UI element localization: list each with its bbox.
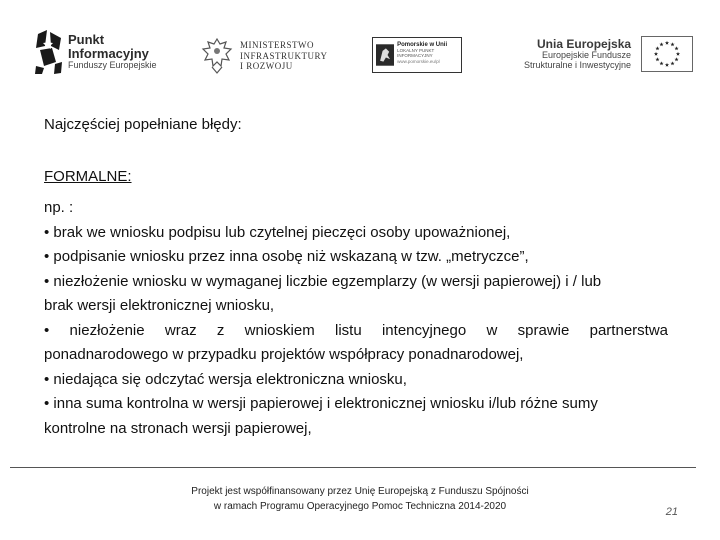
- eu-star-icon: [674, 46, 678, 50]
- punkt-line2: Informacyjny: [68, 45, 149, 61]
- pomorskie-griffin-icon: [376, 42, 394, 68]
- eu-line1: Unia Europejska: [537, 36, 632, 51]
- eu-line3: Strukturalne i Inwestycyjne: [524, 59, 632, 70]
- punkt-line1: Punkt: [68, 32, 105, 48]
- slide-content: [44, 112, 668, 441]
- list-line: ponadnarodowego w przypadku projektów współpracy ponadnarodowej,: [44, 346, 524, 363]
- footer-line2: w ramach Programu Operacyjnego Pomoc Techniczna 2014-2020: [213, 501, 507, 512]
- eu-stars-flag-icon: [641, 36, 693, 72]
- eu-star-icon: [670, 61, 674, 65]
- list-line: • podpisanie wniosku przez inna osobę niż wskazaną w tzw. „metryczce”,: [44, 248, 529, 265]
- eu-star-icon: [676, 52, 680, 56]
- eu-star-icon: [654, 52, 658, 56]
- ministry-line2: INFRASTRUKTURY: [240, 50, 328, 61]
- footer-text: [0, 484, 720, 514]
- eu-star-icon: [665, 63, 669, 67]
- footer-line1: Projekt jest współfinansowany przez Unię Europejską z Funduszu Spójności: [191, 486, 529, 497]
- eu-star-icon: [655, 46, 659, 50]
- list-line: brak wersji elektronicznej wniosku,: [44, 297, 275, 314]
- list-line: • brak we wniosku podpisu lub czytelnej pieczęci osoby upoważnionej,: [44, 223, 511, 241]
- eu-line2: Europejskie Fundusze: [541, 49, 632, 60]
- eu-star-icon: [659, 61, 663, 65]
- pomorskie-line2: LOKALNY PUNKT INFORMACYJNY: [397, 47, 435, 58]
- eu-star-icon: [670, 42, 674, 46]
- eagle-emblem-icon: [200, 36, 234, 76]
- punkt-informacyjny-logo: [34, 28, 157, 76]
- eu-star-icon: [659, 42, 663, 46]
- ministry-line3: I ROZWOJU: [240, 61, 293, 72]
- list-line: np. :: [44, 199, 74, 216]
- ministry-logo: [200, 36, 328, 76]
- error-list: [44, 196, 668, 441]
- slide-heading: Najczęściej popełniane błędy:: [44, 116, 242, 133]
- list-line: • niezłożenie wraz z wnioskiem listu intencyjnego w sprawie partnerstwa: [44, 321, 668, 339]
- punkt-line3: Funduszy Europejskie: [68, 60, 157, 71]
- eu-star-icon: [655, 57, 659, 61]
- section-heading-formal: FORMALNE:: [44, 168, 132, 185]
- eu-star-icon: [665, 41, 669, 45]
- stars-star-icon: [34, 28, 64, 76]
- pomorskie-line3: www.pomorskie.eu/pl: [397, 59, 440, 65]
- footer-divider: [10, 467, 696, 468]
- logo-bar: [0, 0, 720, 100]
- list-line: • niedająca się odczytać wersja elektroniczna wniosku,: [44, 370, 407, 388]
- list-line: • niezłożenie wniosku w wymaganej liczbie egzemplarzy (w wersji papierowej) i / lub: [44, 272, 602, 290]
- page-number: 21: [665, 506, 678, 518]
- list-line: • inna suma kontrolna w wersji papierowej i elektronicznej wniosku i/lub różne sumy: [44, 395, 598, 412]
- eu-logo: [524, 36, 693, 72]
- eu-star-icon: [674, 57, 678, 61]
- ministry-line1: MINISTERSTWO: [240, 40, 314, 51]
- pomorskie-logo: [372, 37, 462, 73]
- list-line: kontrolne na stronach wersji papierowej,: [44, 419, 312, 437]
- pomorskie-line1: Pomorskie w Unii: [397, 42, 448, 48]
